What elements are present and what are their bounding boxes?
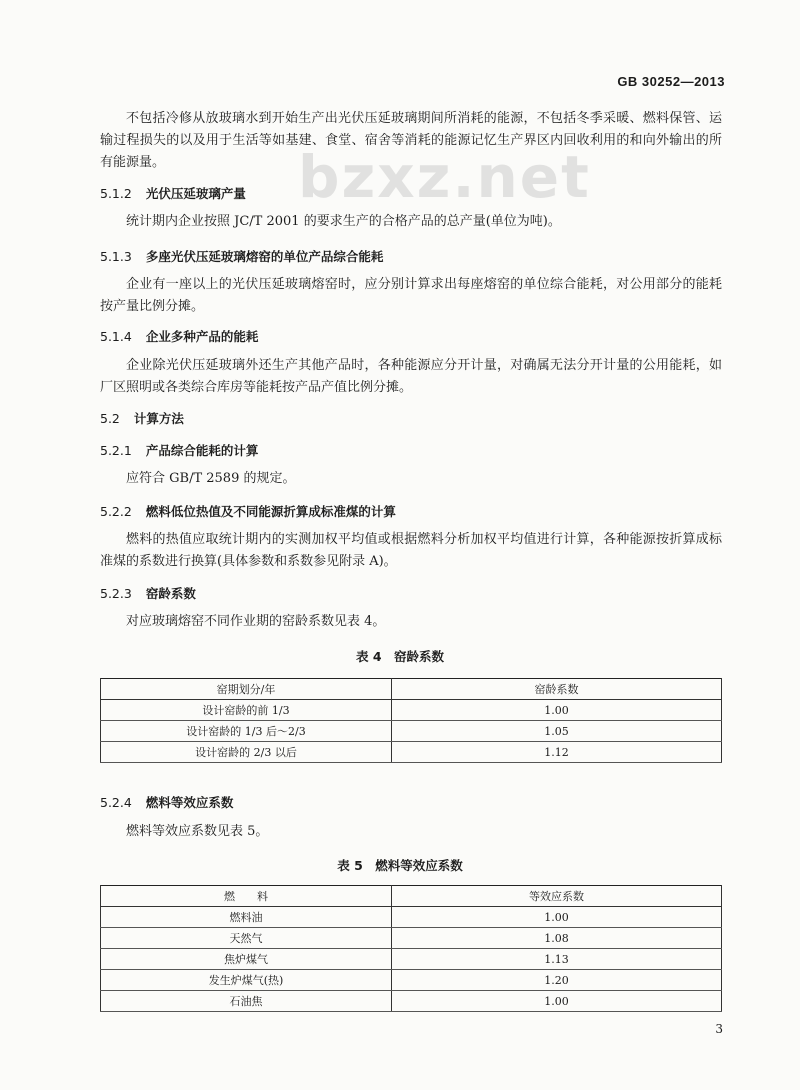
section-title: 计算方法 (133, 411, 184, 426)
paragraph-5-1-4: 企业除光伏压延玻璃外还生产其他产品时，各种能源应分开计量，对确属无法分开计量的公用能耗，如厂区照明或各类综合库房等能耗按产品产值比例分摊。 (100, 358, 722, 395)
table-cell: 设计窑龄的前 1/3 (101, 700, 392, 721)
section-number: 5.2.1 (100, 443, 132, 458)
heading-5-1-2 (100, 184, 246, 202)
section-title: 光伏压延玻璃产量 (145, 186, 246, 201)
section-number: 5.2.3 (100, 586, 132, 601)
table-row (101, 991, 722, 1012)
table-cell: 焦炉煤气 (101, 949, 392, 970)
section-title: 窑龄系数 (145, 586, 196, 601)
table-row (101, 949, 722, 970)
section-number: 5.2 (100, 411, 120, 426)
table-row (101, 742, 722, 763)
section-number: 5.1.2 (100, 186, 132, 201)
paragraph-5-2-1: 应符合 GB/T 2589 的规定。 (126, 471, 296, 486)
heading-5-1-3 (100, 247, 383, 265)
table-5 (100, 885, 722, 1012)
section-number: 5.2.4 (100, 795, 132, 810)
table-header-row (101, 886, 722, 907)
heading-5-1-4 (100, 327, 258, 345)
heading-5-2-2 (100, 502, 396, 520)
heading-5-2-3 (100, 584, 196, 602)
section-number: 5.1.3 (100, 249, 132, 264)
paragraph-5-1-3: 企业有一座以上的光伏压延玻璃熔窑时，应分别计算求出每座熔窑的单位综合能耗，对公用部分的能耗按产量比例分摊。 (100, 277, 722, 314)
table-cell: 1.05 (392, 721, 722, 742)
table-cell: 1.00 (392, 991, 722, 1012)
table-row (101, 721, 722, 742)
paragraph-5-2-4: 燃料等效应系数见表 5。 (126, 824, 269, 839)
table-cell: 1.08 (392, 928, 722, 949)
column-header: 窑龄系数 (392, 679, 722, 700)
paragraph-5-2-3: 对应玻璃熔窑不同作业期的窑龄系数见表 4。 (126, 614, 386, 629)
table-cell: 设计窑龄的 2/3 以后 (101, 742, 392, 763)
section-number: 5.2.2 (100, 504, 132, 519)
table-4 (100, 678, 722, 763)
paragraph-5-2-2: 燃料的热值应取统计期内的实测加权平均值或根据燃料分析加权平均值进行计算，各种能源按折算成标准煤的系数进行换算(具体参数和系数参见附录 A)。 (100, 532, 722, 569)
intro-paragraph: 不包括冷修从放玻璃水到开始生产出光伏压延玻璃期间所消耗的能源，不包括冬季采暖、燃料保管、运输过程损失的以及用于生活等如基建、食堂、宿舍等消耗的能源记忆生产界区内回收利用的和向外输出的所有能源量。 (100, 111, 722, 170)
section-title: 燃料等效应系数 (145, 795, 234, 810)
table-row (101, 970, 722, 991)
section-title: 多座光伏压延玻璃熔窑的单位产品综合能耗 (145, 249, 384, 264)
table-cell: 天然气 (101, 928, 392, 949)
column-header: 等效应系数 (392, 886, 722, 907)
table-header-row (101, 679, 722, 700)
table-cell: 1.20 (392, 970, 722, 991)
table-row (101, 928, 722, 949)
section-title: 产品综合能耗的计算 (145, 443, 259, 458)
heading-5-2-1 (100, 441, 258, 459)
paragraph-5-1-2: 统计期内企业按照 JC/T 2001 的要求生产的合格产品的总产量(单位为吨)。 (126, 214, 561, 229)
section-number: 5.1.4 (100, 329, 132, 344)
table-cell: 1.12 (392, 742, 722, 763)
table-cell: 1.00 (392, 907, 722, 928)
section-title: 燃料低位热值及不同能源折算成标准煤的计算 (145, 504, 396, 519)
standard-code: GB 30252—2013 (617, 74, 725, 89)
table-cell: 1.00 (392, 700, 722, 721)
column-header: 燃 料 (101, 886, 392, 907)
watermark: bzxz.net (298, 143, 591, 211)
table-cell: 发生炉煤气(热) (101, 970, 392, 991)
table-cell: 设计窑龄的 1/3 后～2/3 (101, 721, 392, 742)
page-number: 3 (715, 1022, 723, 1036)
table-cell: 石油焦 (101, 991, 392, 1012)
table-4-caption: 表 4 窑龄系数 (355, 649, 445, 664)
section-title: 企业多种产品的能耗 (145, 329, 259, 344)
column-header: 窑期划分/年 (101, 679, 392, 700)
table-5-caption: 表 5 燃料等效应系数 (337, 858, 463, 873)
table-row (101, 907, 722, 928)
table-cell: 1.13 (392, 949, 722, 970)
table-row (101, 700, 722, 721)
table-cell: 燃料油 (101, 907, 392, 928)
heading-5-2 (100, 409, 184, 427)
heading-5-2-4 (100, 793, 233, 811)
